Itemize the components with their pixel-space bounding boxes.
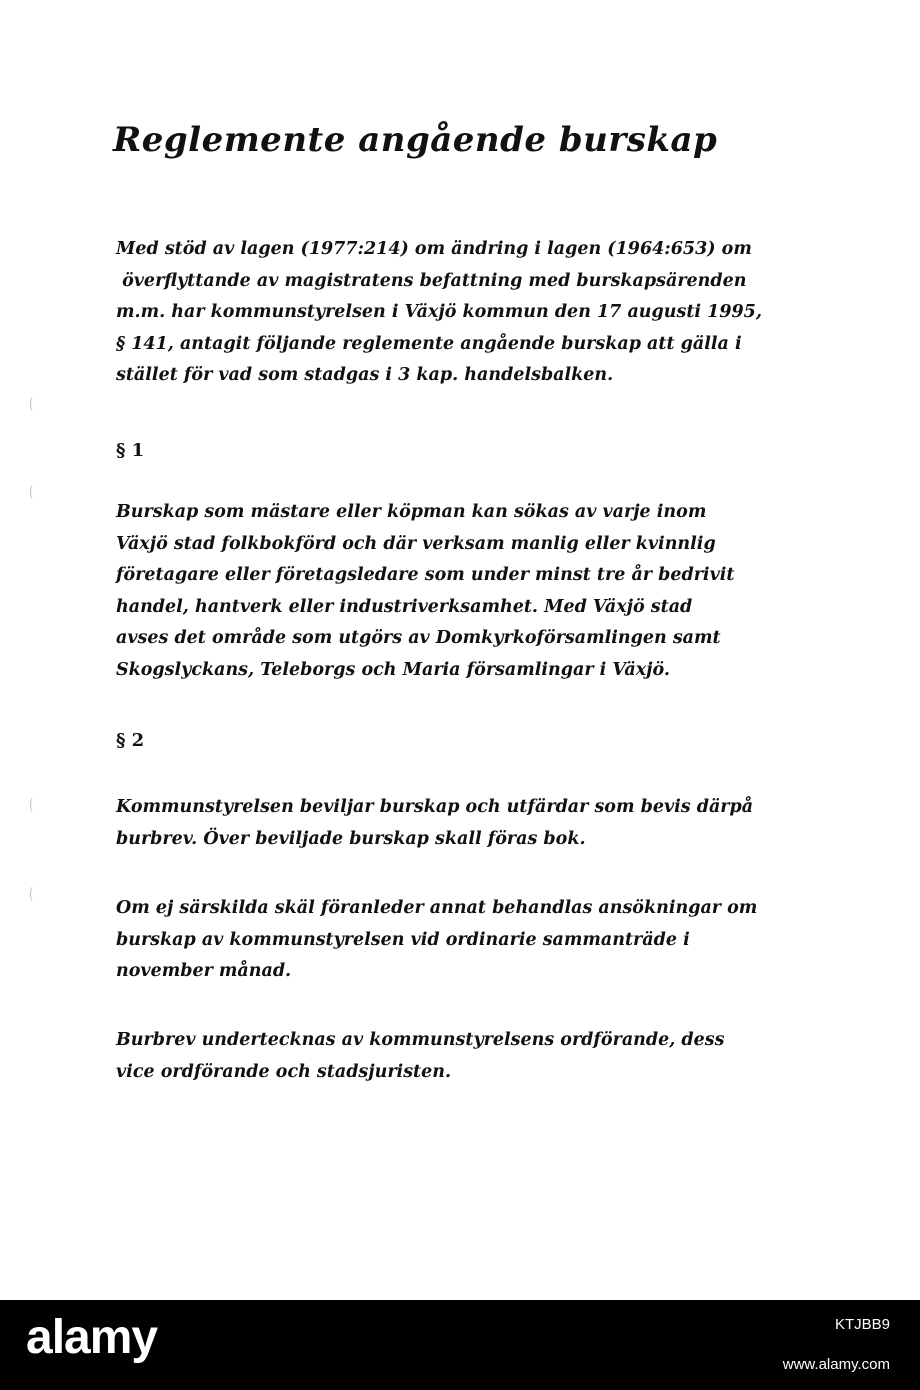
text-line: stället för vad som stadgas i 3 kap. handelsbalken. [116, 365, 614, 385]
section-1-heading: § 1 [116, 440, 145, 461]
section-2-paragraph-1 [116, 792, 753, 855]
brand-logo: alamy [26, 1311, 158, 1364]
site-url: www.alamy.com [782, 1356, 890, 1373]
image-id: KTJBB9 [834, 1316, 890, 1333]
text-line: § 141, antagit följande reglemente angående burskap att gälla i [116, 333, 742, 354]
text-line: m.m. har kommunstyrelsen i Växjö kommun den 17 augusti 1995, [116, 302, 762, 322]
watermark-footer [0, 1300, 920, 1390]
margin-mark [30, 484, 37, 500]
text-line: burbrev. Över beviljade burskap skall föras bok. [116, 828, 586, 849]
section-2-heading: § 2 [116, 730, 145, 751]
text-line: Burskap som mästare eller köpman kan sökas av varje inom [116, 502, 707, 522]
text-line: handel, hantverk eller industriverksamhet. Med Växjö stad [116, 596, 693, 617]
margin-mark [30, 797, 37, 813]
section-2-paragraph-3 [116, 1025, 725, 1088]
text-line: företagare eller företagsledare som under minst tre år bedrivit [116, 565, 735, 585]
text-line: Kommunstyrelsen beviljar burskap och utfärdar som bevis därpå [116, 797, 754, 817]
margin-mark [30, 886, 37, 902]
text-line: Växjö stad folkbokförd och där verksam manlig eller kvinnlig [116, 533, 716, 554]
document-title: Reglemente angående burskap [113, 120, 718, 160]
text-line: överflyttande av magistratens befattning med burskapsärenden [116, 270, 747, 291]
text-line: burskap av kommunstyrelsen vid ordinarie sammanträde i [116, 929, 690, 950]
text-line: Burbrev undertecknas av kommunstyrelsens ordförande, dess [116, 1030, 725, 1050]
margin-mark [30, 396, 37, 412]
text-line: Med stöd av lagen (1977:214) om ändring i lagen (1964:653) om [116, 239, 752, 259]
text-line: november månad. [116, 961, 292, 981]
text-line: vice ordförande och stadsjuristen. [116, 1061, 452, 1082]
text-line: avses det område som utgörs av Domkyrkoförsamlingen samt [116, 628, 721, 648]
text-line: Skogslyckans, Teleborgs och Maria församlingar i Växjö. [116, 659, 670, 680]
text-line: Om ej särskilda skäl föranleder annat behandlas ansökningar om [116, 898, 758, 918]
intro-paragraph [116, 234, 762, 392]
section-1-paragraph [116, 497, 734, 686]
section-2-paragraph-2 [116, 893, 757, 988]
